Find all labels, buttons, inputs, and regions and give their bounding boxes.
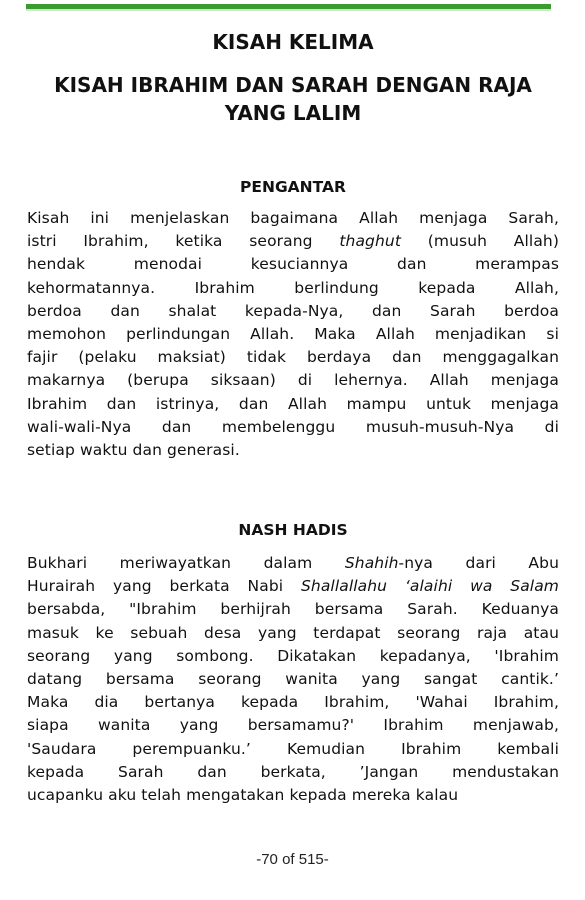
story-title-line-2: YANG LALIM — [224, 101, 362, 125]
text-line — [27, 575, 559, 598]
text-segment: kepada Sarah dan berkata, ’Jangan mendustakan — [27, 762, 559, 781]
text-line — [27, 714, 559, 737]
text-segment: kehormatannya. Ibrahim berlindung kepada Allah, — [27, 278, 559, 297]
text-line — [27, 784, 559, 807]
text-segment: datang bersama seorang wanita yang sangat cantik.’ — [27, 670, 559, 689]
text-segment: (musuh Allah) — [401, 232, 559, 251]
text-segment: Bukhari meriwayatkan dalam — [27, 554, 345, 572]
text-segment: -nya dari Abu — [398, 554, 560, 572]
text-segment: seorang yang sombong. Dikatakan kepadanya, 'Ibrahim — [27, 646, 559, 665]
text-line — [27, 738, 559, 761]
top-accent-rule-shadow — [26, 9, 551, 11]
text-segment: masuk ke sebuah desa yang terdapat seorang raja atau — [27, 623, 559, 642]
text-segment: Kisah ini menjelaskan bagaimana Allah menjaga Sarah, — [27, 209, 559, 227]
text-segment: hendak menodai kesuciannya dan merampas — [27, 255, 559, 274]
text-segment: ucapanku aku telah mengatakan kepada mereka kalau — [27, 786, 459, 805]
story-title-line-1: KISAH IBRAHIM DAN SARAH DENGAN RAJA — [54, 73, 532, 97]
text-line — [27, 598, 559, 621]
italic-term: Shahih — [344, 554, 399, 572]
hadis-heading: NASH HADIS — [238, 521, 348, 539]
text-segment: fajir (pelaku maksiat) tidak berdaya dan menggagalkan — [27, 348, 559, 367]
text-line — [27, 691, 559, 714]
text-line — [27, 300, 559, 323]
text-segment: setiap waktu dan generasi. — [27, 441, 240, 460]
text-line — [27, 277, 559, 300]
story-title — [27, 71, 559, 127]
text-segment: memohon perlindungan Allah. Maka Allah menjadikan si — [27, 325, 559, 344]
text-segment: siapa wanita yang bersamamu?' Ibrahim menjawab, — [27, 716, 559, 735]
text-line — [27, 668, 559, 691]
hadis-paragraph — [27, 552, 559, 807]
italic-term: Shallallahu ‘alaihi wa Salam — [300, 577, 559, 596]
text-line — [27, 622, 559, 645]
text-line — [27, 761, 559, 784]
text-line — [27, 323, 559, 346]
text-line — [27, 230, 559, 253]
text-line — [27, 552, 559, 575]
text-line — [27, 207, 559, 230]
text-segment: wali-wali-Nya dan membelenggu musuh-musuh-Nya di — [27, 417, 559, 436]
text-segment: 'Saudara perempuanku.’ Kemudian Ibrahim kembali — [27, 739, 559, 758]
text-line — [27, 645, 559, 668]
text-line — [27, 393, 559, 416]
intro-heading: PENGANTAR — [240, 178, 346, 196]
intro-paragraph — [27, 207, 559, 462]
text-segment: berdoa dan shalat kepada-Nya, dan Sarah berdoa — [27, 301, 559, 320]
text-segment: Hurairah yang berkata Nabi — [27, 577, 301, 596]
italic-term: thaghut — [339, 232, 402, 251]
text-segment: Ibrahim dan istrinya, dan Allah mampu untuk menjaga — [27, 394, 559, 413]
chapter-heading: KISAH KELIMA — [212, 30, 374, 54]
text-segment: Maka dia bertanya kepada Ibrahim, 'Wahai Ibrahim, — [27, 693, 559, 712]
text-line — [27, 439, 559, 462]
page-number: -70 of 515- — [256, 851, 329, 868]
text-line — [27, 369, 559, 392]
text-segment: istri Ibrahim, ketika seorang — [27, 232, 340, 251]
text-line — [27, 416, 559, 439]
text-line — [27, 346, 559, 369]
text-line — [27, 253, 559, 276]
text-segment: makarnya (berupa siksaan) di lehernya. Allah menjaga — [27, 371, 559, 390]
text-segment: bersabda, "Ibrahim berhijrah bersama Sarah. Keduanya — [27, 600, 559, 619]
